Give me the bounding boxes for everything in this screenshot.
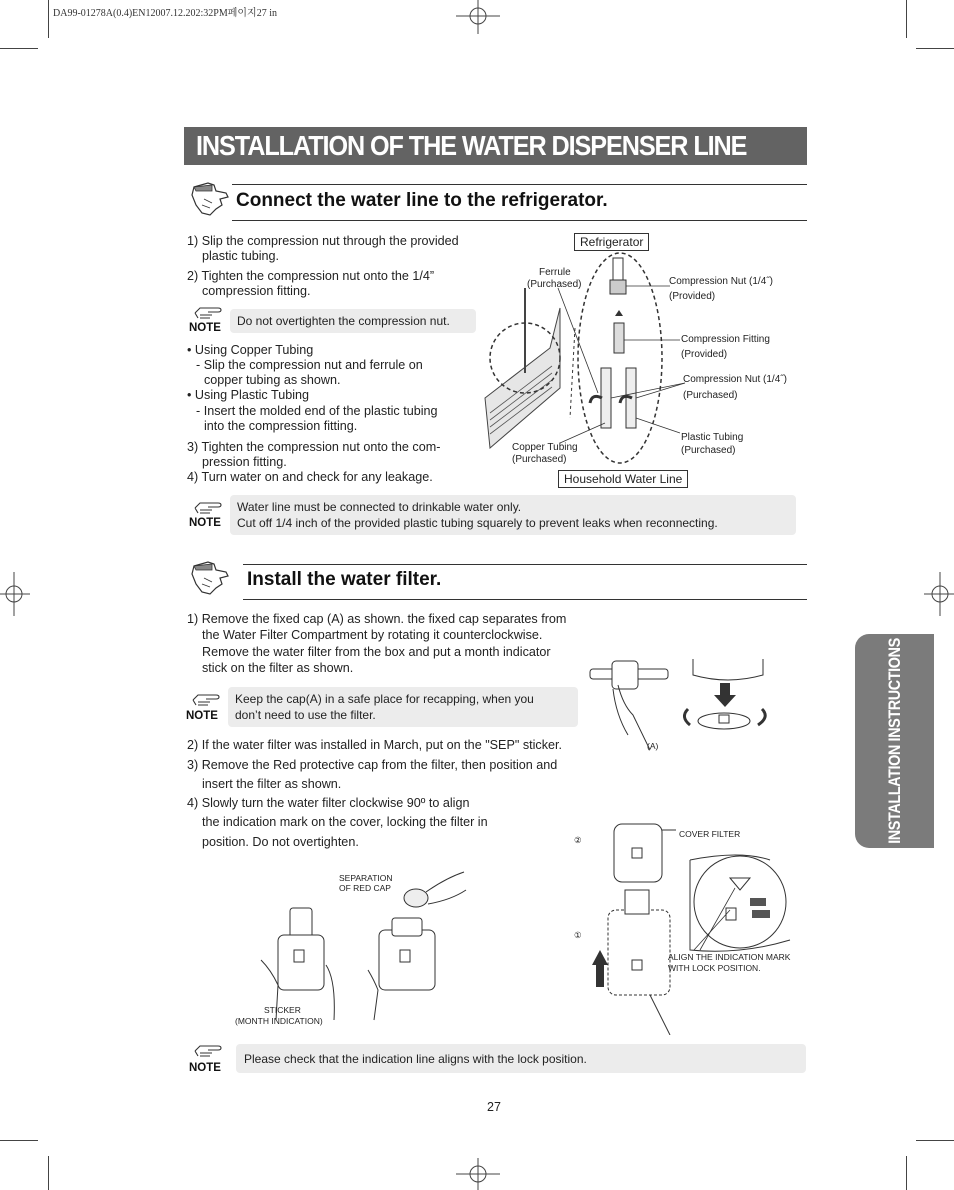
cap-a-label: (A) [647,741,659,751]
cap-removal-illustration [588,655,783,750]
hand-pointer-icon [190,181,230,217]
copper-tubing-sublabel: (Purchased) [512,454,567,465]
crop-mark [906,1156,907,1190]
bullet-copper: • Using Copper Tubing [187,343,314,357]
sticker-label: STICKER [264,1005,301,1015]
sticker-sublabel: (MONTH INDICATION) [235,1016,323,1026]
copper-tubing-label: Copper Tubing [512,442,578,453]
section-rule [243,564,807,565]
plastic-tubing-label: Plastic Tubing [681,432,744,443]
section2-step2: 2) If the water filter was installed in March, put on the "SEP" sticker. [187,738,563,752]
section1-step1: 1) Slip the compression nut through the provided [187,234,459,248]
fitting-label: Compression Fitting [681,334,770,345]
plastic-tubing-sublabel: (Purchased) [681,445,736,456]
section2-step3: 3) Remove the Red protective cap from the filter, then position and [187,758,558,772]
align-sublabel: WITH LOCK POSITION. [668,963,761,973]
note-hand-icon [194,500,222,516]
align-label: ALIGN THE INDICATION MARK [668,952,791,962]
note-box [228,687,578,727]
plastic-line1: - Insert the molded end of the plastic tubing [196,404,438,418]
note-box [230,495,796,535]
note-label: NOTE [189,322,221,334]
note-text-line1: Water line must be connected to drinkable water only. [237,500,522,514]
note-hand-icon [192,692,220,708]
ferrule-sublabel: (Purchased) [527,279,582,290]
print-info: DA99-01278A(0.4)EN12007.12.202:32PM페이지27 in [53,8,277,19]
section2-step4-cont1: the indication mark on the cover, locking the filter in [202,815,488,829]
section1-step2: 2) Tighten the compression nut onto the 1/4” [187,269,435,283]
registration-mark-top [456,0,500,34]
registration-mark-bottom [456,1158,500,1190]
bullet-plastic-text: Using Plastic Tubing [194,388,310,402]
section-rule [232,220,807,221]
nut-purchased-sublabel: (Purchased) [683,390,738,401]
note-box [230,309,476,333]
nut-provided-label: Compression Nut (1/4˝) [669,276,773,287]
side-tab-label: INSTALLATION INSTRUCTIONS [884,638,904,844]
section1-step3-cont: pression fitting. [202,455,287,469]
crop-mark [0,48,38,49]
registration-mark-left [0,572,30,616]
page-title: INSTALLATION OF THE WATER DISPENSER LINE [196,130,747,161]
note-text: Please check that the indication line aligns with the lock position. [244,1052,587,1066]
page-number: 27 [487,1100,501,1114]
section2-step1: 1) Remove the fixed cap (A) as shown. the fixed cap separates from [187,612,567,626]
side-tab [855,634,934,848]
crop-mark [0,1140,38,1141]
ferrule-label: Ferrule [539,267,571,278]
crop-mark [48,1156,49,1190]
plastic-line2: into the compression fitting. [204,419,358,433]
nut-provided-sublabel: (Provided) [669,291,716,302]
section2-step4: 4) Slowly turn the water filter clockwise 90º to align [187,796,470,810]
crop-mark [916,48,954,49]
section1-title: Connect the water line to the refrigerator. [236,190,608,211]
crop-mark [916,1140,954,1141]
crop-mark [48,0,49,38]
section1-step3: 3) Tighten the compression nut onto the com- [187,440,441,454]
cover-filter-label: COVER FILTER [679,829,741,839]
note-label: NOTE [189,1062,221,1074]
bullet-plastic: • Using Plastic Tubing [187,388,310,402]
note-text-line1: Keep the cap(A) in a safe place for recapping, when you [235,692,534,706]
filter-insert-illustration [590,810,810,1035]
section2-step1-cont1: the Water Filter Compartment by rotating it counterclockwise. [202,628,543,642]
note-label: NOTE [189,517,221,529]
refrigerator-label: Refrigerator [574,233,649,251]
section2-step1-cont2: Remove the water filter from the box and put a month indicator [202,645,551,659]
fitting-sublabel: (Provided) [681,349,728,360]
note-text-line2: don’t need to use the filter. [235,708,376,722]
crop-mark [906,0,907,38]
note-label: NOTE [186,710,218,722]
section1-step1-cont: plastic tubing. [202,249,280,263]
note-hand-icon [194,1043,222,1059]
note-box [236,1044,806,1073]
registration-mark-right [924,572,954,616]
section2-title: Install the water filter. [247,569,442,590]
note-text: Do not overtighten the compression nut. [237,314,450,328]
note-text-line2: Cut off 1/4 inch of the provided plastic tubing squarely to prevent leaks when reconnecting. [237,516,718,530]
note-hand-icon [194,305,222,321]
household-water-line-label: Household Water Line [558,470,688,488]
bullet-copper-text: Using Copper Tubing [194,343,314,357]
section2-step4-cont2: position. Do not overtighten. [202,835,359,849]
nut-purchased-label: Compression Nut (1/4˝) [683,374,787,385]
filter-sticker-illustration [256,870,481,1025]
separation-label: SEPARATION [339,873,393,883]
copper-line2: copper tubing as shown. [204,373,341,387]
section2-step3-cont: insert the filter as shown. [202,777,342,791]
hand-pointer-icon [190,560,230,596]
section2-step1-cont3: stick on the filter as shown. [202,661,354,675]
page-title-bar [184,127,807,165]
step-1-marker: ① [574,930,582,940]
section-rule [232,184,807,185]
copper-line1: - Slip the compression nut and ferrule on [196,358,423,372]
step-2-marker: ② [574,835,582,845]
section1-step4: 4) Turn water on and check for any leakage. [187,470,433,484]
section-rule [243,599,807,600]
separation-sublabel: OF RED CAP [339,883,391,893]
section1-step2-cont: compression fitting. [202,284,311,298]
